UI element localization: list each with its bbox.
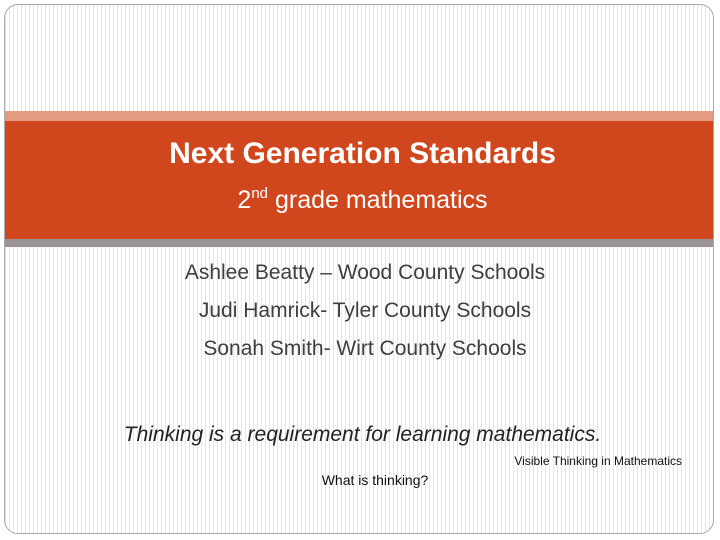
author-line: Judi Hamrick- Tyler County Schools (198, 299, 532, 322)
question-text: What is thinking? (321, 472, 429, 488)
author-line: Ashlee Beatty – Wood County Schools (184, 261, 546, 284)
title-band-top-stripe (5, 111, 713, 121)
subtitle-ordinal-suffix: nd (251, 185, 269, 202)
title-band-bottom-stripe (5, 239, 713, 247)
quote-source: Visible Thinking in Mathematics (514, 454, 682, 468)
author-list (0, 254, 720, 368)
author-line: Sonah Smith- Wirt County Schools (203, 337, 527, 360)
quote-text: Thinking is a requirement for learning mathematics. (123, 423, 602, 446)
slide-title: Next Generation Standards (169, 137, 556, 170)
subtitle-ordinal-number: 2 (237, 186, 252, 214)
slide-subtitle (0, 184, 720, 216)
subtitle-text: grade mathematics (268, 186, 488, 214)
